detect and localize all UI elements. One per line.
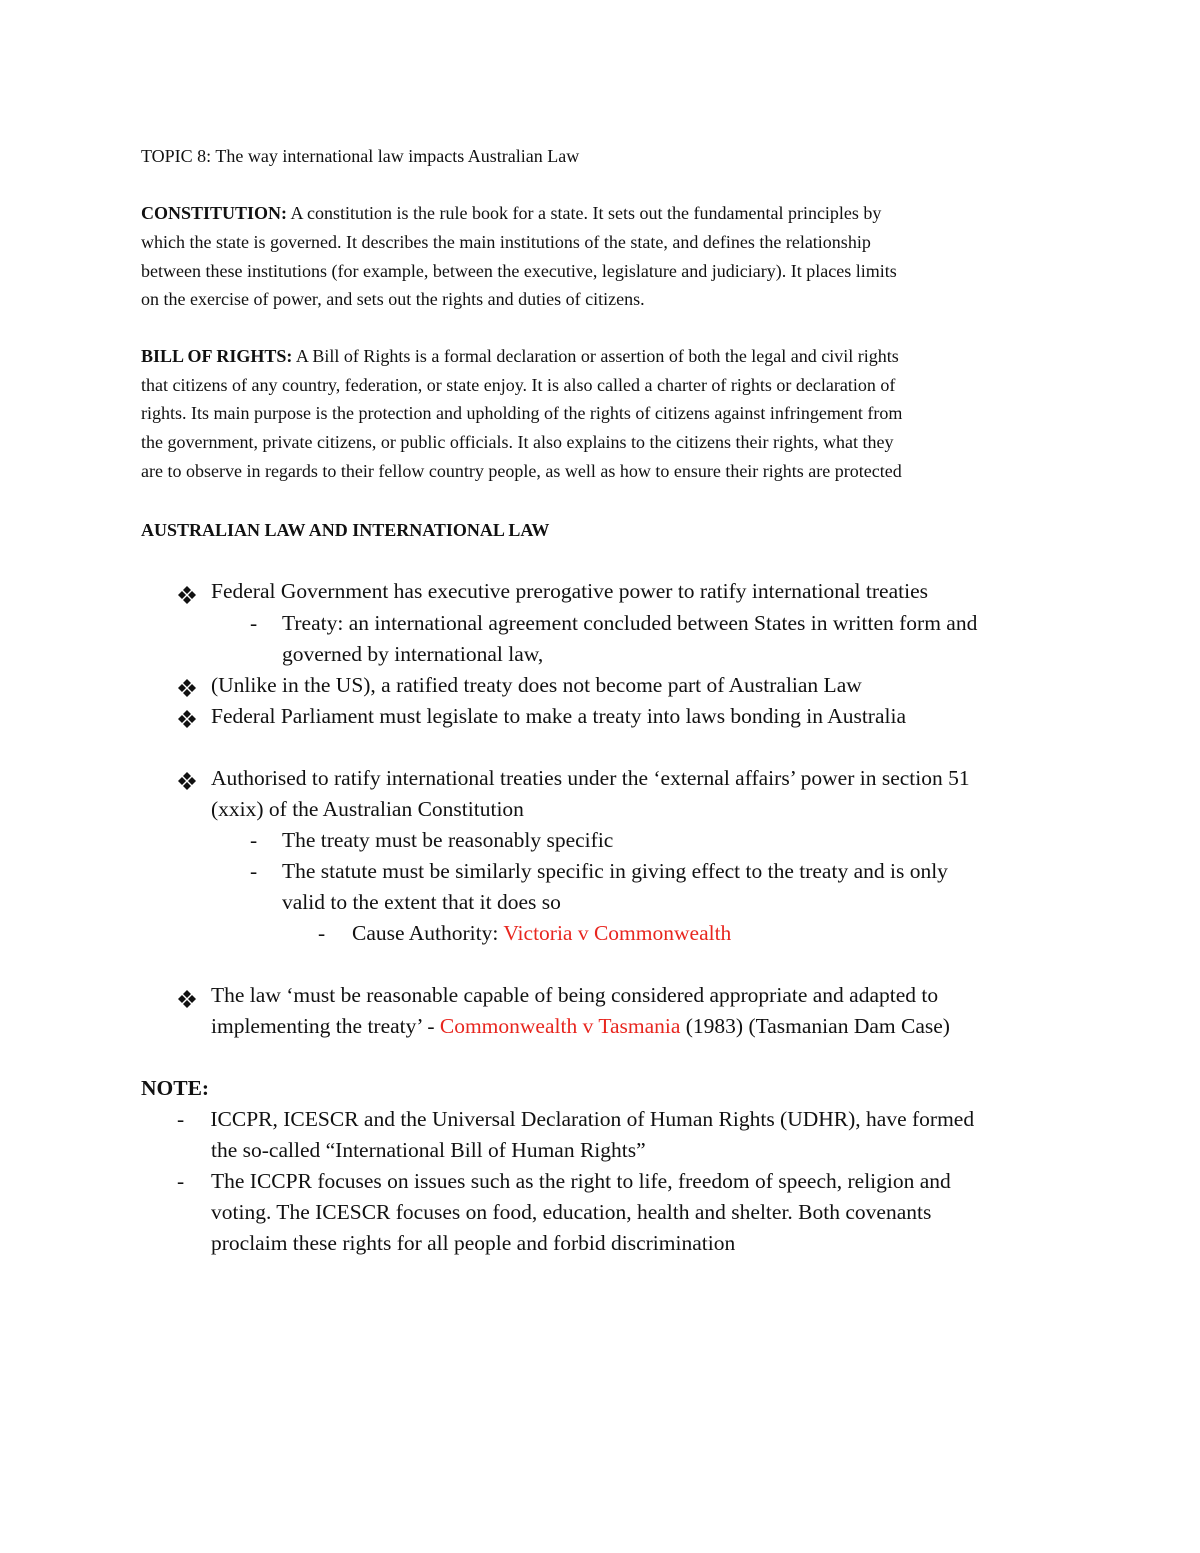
bullet-4-line-2: (xxix) of the Australian Constitution: [211, 797, 524, 821]
bill-of-rights-line-4: the government, private citizens, or public officials. It also explains to the citizens their rights, what they: [141, 432, 894, 452]
note-2-line-2: voting. The ICESCR focuses on food, education, health and shelter. Both covenants: [211, 1200, 932, 1224]
note-2-line-3: proclaim these rights for all people and forbid discrimination: [211, 1231, 736, 1255]
bullet-1-text: Federal Government has executive prerogative power to ratify international treaties: [211, 579, 928, 603]
bullet-2-text: (Unlike in the US), a ratified treaty does not become part of Australian Law: [211, 673, 862, 697]
bullet-5-line-1: The law ‘must be reasonable capable of being considered appropriate and adapted to: [211, 983, 939, 1007]
bill-of-rights-line-3: rights. Its main purpose is the protection and upholding of the rights of citizens against infringement from: [141, 403, 903, 423]
diamond-bullet-icon: [177, 771, 197, 791]
bullet-5-prefix: implementing the treaty’ -: [211, 1014, 440, 1038]
note-label: NOTE:: [141, 1076, 210, 1100]
section-heading: AUSTRALIAN LAW AND INTERNATIONAL LAW: [141, 520, 550, 540]
dash-marker: -: [177, 1169, 185, 1193]
diamond-bullet-icon: [177, 585, 197, 605]
constitution-line-3: between these institutions (for example, between the executive, legislature and judiciary). It places limits: [141, 261, 897, 281]
case-commonwealth-v-tasmania: Commonwealth v Tasmania: [439, 1014, 681, 1038]
constitution-label: CONSTITUTION:: [141, 203, 288, 223]
bullet-4-sub-2-line-1: The statute must be similarly specific in giving effect to the treaty and is only: [282, 859, 948, 883]
bullet-4-sub-2-line-2: valid to the extent that it does so: [282, 890, 561, 914]
bill-of-rights-text-1: A Bill of Rights is a formal declaration or assertion of both the legal and civil rights: [295, 346, 899, 366]
dash-marker: -: [250, 859, 258, 883]
bill-of-rights-line-5: are to observe in regards to their fellow country people, as well as how to ensure their rights are protected: [141, 461, 902, 481]
page-title: TOPIC 8: The way international law impacts Australian Law: [141, 146, 580, 166]
bullet-1-sub-1-line-1: Treaty: an international agreement concluded between States in written form and: [282, 611, 978, 635]
cause-authority-label: Cause Authority:: [352, 921, 504, 945]
constitution-text-1: A constitution is the rule book for a state. It sets out the fundamental principles by: [290, 203, 882, 223]
bullet-4-sub-3: [352, 921, 731, 946]
diamond-bullet-icon: [177, 709, 197, 729]
bill-of-rights-line-1: [141, 346, 899, 367]
bullet-5-line-2: [211, 1014, 950, 1039]
bullet-4-sub-1: The treaty must be reasonably specific: [282, 828, 614, 852]
bullet-5-suffix: (1983) (Tasmanian Dam Case): [680, 1014, 950, 1038]
note-1-line-2: the so-called “International Bill of Human Rights”: [211, 1138, 646, 1162]
constitution-line-2: which the state is governed. It describes the main institutions of the state, and defines the relationship: [141, 232, 871, 252]
note-2-line-1: The ICCPR focuses on issues such as the right to life, freedom of speech, religion and: [211, 1169, 951, 1193]
bullet-3-text: Federal Parliament must legislate to make a treaty into laws bonding in Australia: [211, 704, 907, 728]
case-victoria-v-commonwealth: Victoria v Commonwealth: [503, 921, 732, 945]
diamond-bullet-icon: [177, 989, 197, 1009]
dash-marker: -: [177, 1107, 185, 1131]
constitution-line-4: on the exercise of power, and sets out the rights and duties of citizens.: [141, 289, 645, 309]
diamond-bullet-icon: [177, 678, 197, 698]
bill-of-rights-line-2: that citizens of any country, federation, or state enjoy. It is also called a charter of rights or declaration of: [141, 375, 896, 395]
dash-marker: -: [250, 828, 258, 852]
dash-marker: -: [318, 921, 326, 945]
constitution-line-1: [141, 203, 881, 224]
bullet-1-sub-1-line-2: governed by international law,: [282, 642, 544, 666]
note-1-line-1: ICCPR, ICESCR and the Universal Declaration of Human Rights (UDHR), have formed: [205, 1107, 975, 1131]
bill-of-rights-label: BILL OF RIGHTS:: [141, 346, 293, 366]
dash-marker: -: [250, 611, 258, 635]
bullet-4-line-1: Authorised to ratify international treaties under the ‘external affairs’ power in section 51: [211, 766, 970, 790]
